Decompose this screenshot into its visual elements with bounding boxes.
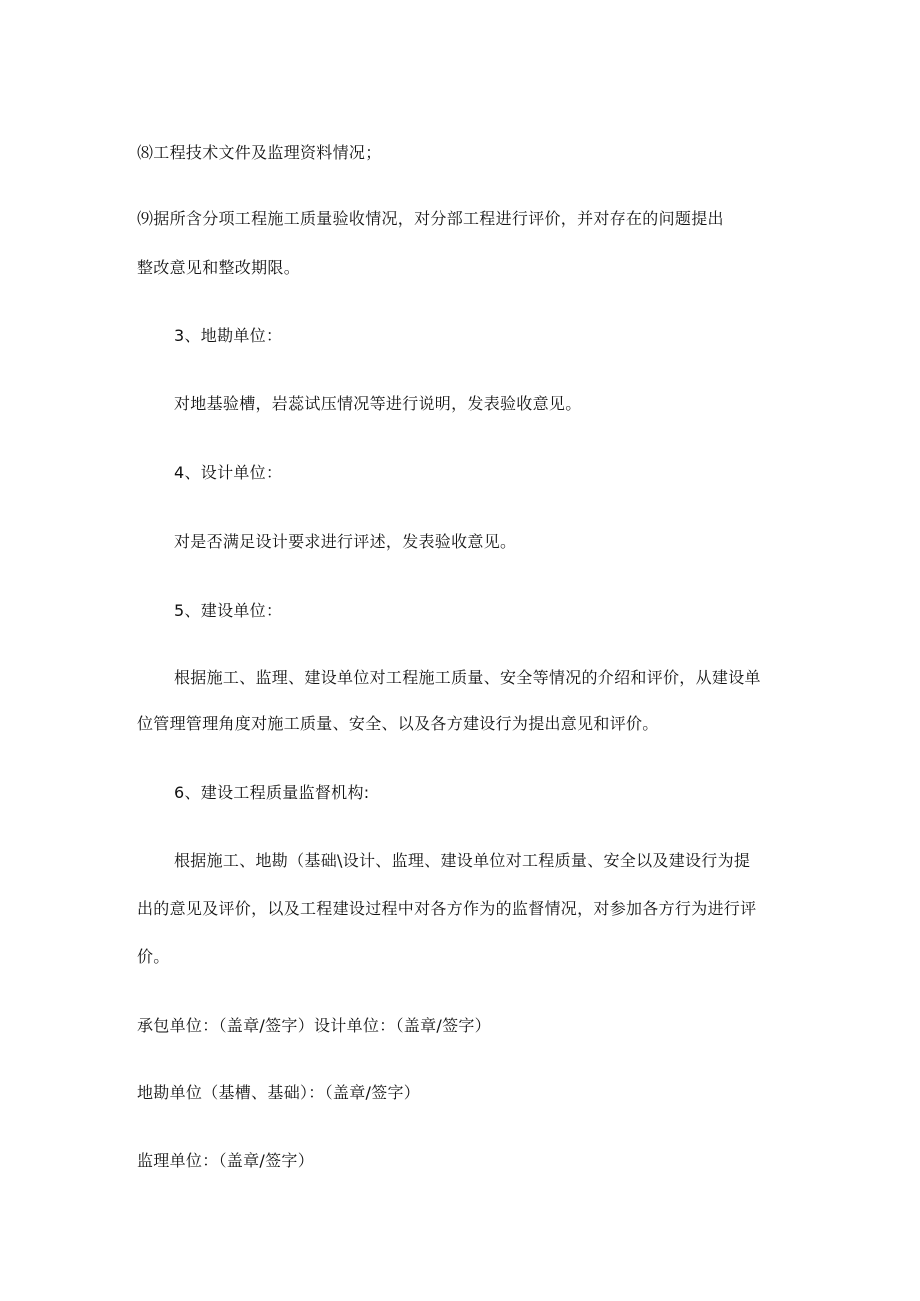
design-unit-text: 对是否满足设计要求进行评述，发表验收意见。: [174, 532, 517, 551]
survey-unit-text: 对地基验槽，岩蕊试压情况等进行说明，发表验收意见。: [174, 394, 582, 413]
heading-survey-unit: 3、地勘单位：: [174, 326, 283, 345]
signature-survey: 地勘单位（基槽、基础）：（盖章/签字）: [137, 1083, 421, 1102]
supervision-agency-line-2: 出的意见及评价，以及工程建设过程中对各方作为的监督情况，对参加各方行为进行评: [137, 899, 757, 918]
supervision-agency-line-3: 价。: [137, 947, 170, 966]
item-8-text: ⑻工程技术文件及监理资料情况；: [137, 143, 382, 162]
item-9-line-2: 整改意见和整改期限。: [137, 258, 301, 277]
signature-contractor-design: 承包单位：（盖章/签字）设计单位：（盖章/签字）: [137, 1016, 491, 1035]
item-9-line-1: ⑼据所含分项工程施工质量验收情况，对分部工程进行评价，并对存在的问题提出: [137, 209, 724, 228]
heading-supervision-agency: 6、建设工程质量监督机构:: [174, 783, 370, 802]
heading-construction-unit: 5、建设单位：: [174, 601, 283, 620]
signature-supervision: 监理单位：（盖章/签字）: [137, 1151, 314, 1170]
heading-design-unit: 4、设计单位：: [174, 463, 283, 482]
supervision-agency-line-1: 根据施工、地勘（基础\设计、监理、建设单位对工程质量、安全以及建设行为提: [174, 851, 751, 870]
construction-unit-line-2: 位管理管理角度对施工质量、安全、以及各方建设行为提出意见和评价。: [137, 714, 659, 733]
construction-unit-line-1: 根据施工、监理、建设单位对工程施工质量、安全等情况的介绍和评价，从建设单: [174, 668, 761, 687]
